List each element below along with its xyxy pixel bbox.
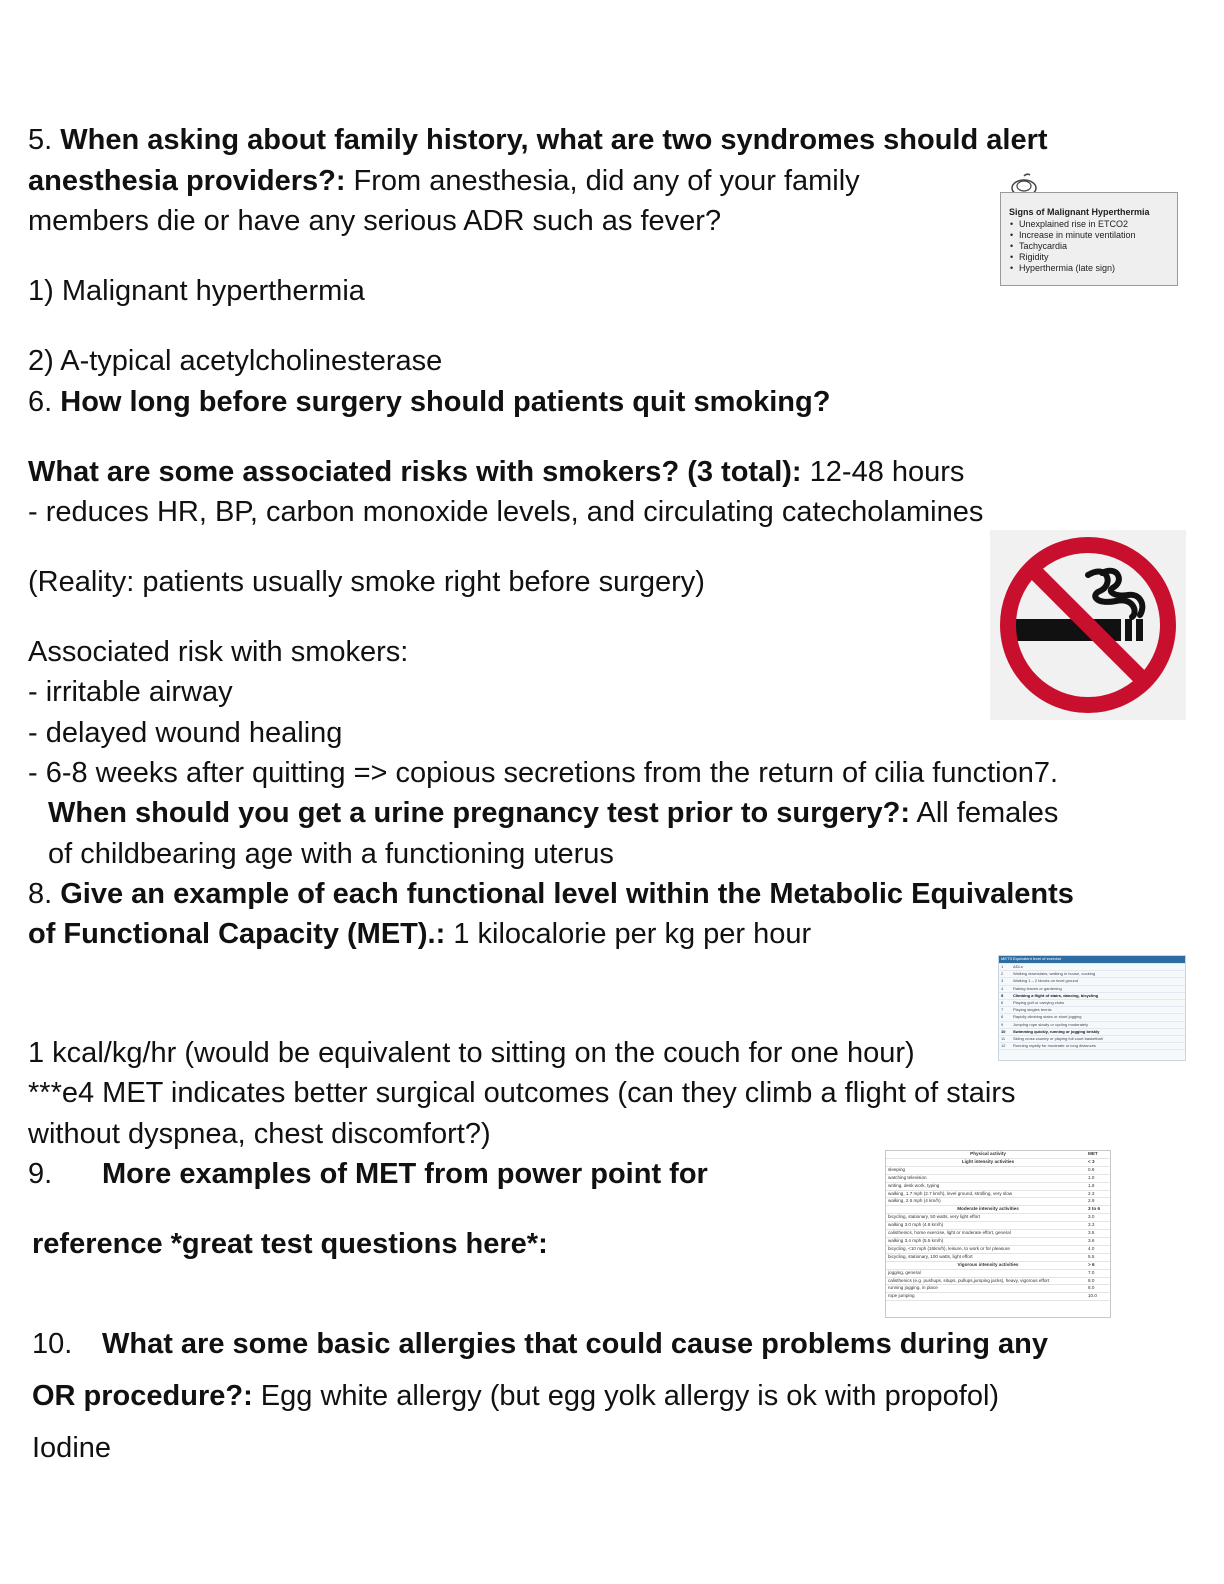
met-activity: Jumping rope slowly or cycling moderately (1013, 1021, 1089, 1027)
q7-line-1 (48, 793, 1058, 833)
q7-line-2: of childbearing age with a functioning uterus (48, 838, 614, 870)
pa-row (886, 1191, 1110, 1199)
q6-reality: (Reality: patients usually smoke right before surgery) (28, 566, 705, 598)
pa-activity: rope jumping (888, 1293, 915, 1299)
mh-sign-item: • Tachycardia (1019, 241, 1171, 252)
q5-line-3: members die or have any serious ADR such as fever? (28, 205, 722, 237)
q6-number: 6. (28, 386, 61, 418)
q6-risk-1: - irritable airway (28, 676, 233, 708)
pa-met-value: 3.3 (1088, 1222, 1095, 1228)
q8-line-2 (28, 914, 811, 954)
met-value: 7 (1001, 1007, 1004, 1013)
pa-activity: Light intensity activities (961, 1158, 1015, 1164)
q6-answer: 12-48 hours (801, 456, 965, 488)
q9-question-cont: reference *great test questions here*: (32, 1228, 548, 1260)
met-row (999, 1007, 1185, 1014)
pa-row (886, 1246, 1110, 1254)
pa-met-value: 7.0 (1088, 1269, 1095, 1275)
pa-activity: calisthenics, home exercise, light or moderate effort, general (888, 1230, 1011, 1236)
mh-signs-list (1009, 219, 1171, 274)
met-activity: Rapidly climbing stairs or short jogging (1013, 1014, 1082, 1020)
pa-row (886, 1238, 1110, 1246)
pa-activity: bicycling, stationary, 100 watts, light effort (888, 1253, 973, 1259)
pa-row (886, 1175, 1110, 1183)
mh-sign-item: • Rigidity (1019, 252, 1171, 263)
pa-row (886, 1222, 1110, 1230)
pa-activity: bicycling, <10 mph (16km/h), leisure, to work or for pleasure (888, 1245, 1010, 1251)
q8-number: 8. (28, 878, 61, 910)
q10-answer: Egg white allergy (but egg yolk allergy is ok with propofol) (252, 1380, 1000, 1412)
q6-sub-line (28, 452, 964, 492)
met-value: 6 (1001, 1000, 1004, 1006)
pa-met-value: 0.9 (1088, 1166, 1095, 1172)
mh-sign-item: • Unexplained rise in ETCO2 (1019, 219, 1171, 230)
met-value: 1 (1001, 964, 1004, 969)
q6-risk-2: - delayed wound healing (28, 717, 343, 749)
q8-line-1 (28, 874, 1074, 914)
q5-line-1 (28, 120, 1048, 160)
q5-answer: From anesthesia, did any of your family (345, 165, 860, 197)
pa-section-row (886, 1206, 1110, 1214)
met-value: 10 (1001, 1028, 1006, 1034)
pa-activity: walking 3.4 mph (5.5 km/h) (888, 1237, 944, 1243)
mh-signs-title: Signs of Malignant Hyperthermia (1009, 207, 1150, 217)
q5-question-cont: anesthesia providers?: (28, 165, 346, 197)
met-activity: Playing singles tennis (1013, 1007, 1052, 1013)
no-smoking-icon (990, 530, 1186, 720)
pa-met-value: < 3 (1088, 1158, 1095, 1164)
pa-activity: walking, 2.5 mph (4 km/h) (888, 1198, 941, 1204)
q6-line (28, 382, 830, 422)
met-value: 12 (1001, 1043, 1006, 1049)
met-activity: Skiing cross country or playing full court basketball (1013, 1036, 1103, 1042)
q8-kcal: 1 kcal/kg/hr (would be equivalent to sitting on the couch for one hour) (28, 1037, 915, 1069)
met-value: 4 (1001, 985, 1004, 991)
pa-met-value: 3.5 (1088, 1230, 1095, 1236)
met-activity: Running rapidly for moderate or long distances (1013, 1043, 1096, 1049)
pa-met-value: 1.0 (1088, 1174, 1095, 1180)
met-activity: Playing golf or carrying clubs (1013, 1000, 1065, 1006)
pa-row (886, 1214, 1110, 1222)
pa-activity: sleeping (888, 1166, 906, 1172)
pa-table-header (886, 1151, 1110, 1159)
q8-outcomes-1: ***e4 MET indicates better surgical outcomes (can they climb a flight of stairs (28, 1077, 1016, 1109)
q9-question: More examples of MET from power point for (102, 1158, 708, 1190)
pa-met-value: 5.5 (1088, 1253, 1095, 1259)
met-activity: Raking leaves or gardening (1013, 985, 1062, 991)
pa-table-body (886, 1159, 1110, 1301)
pa-activity: walking, 1.7 mph (2.7 km/h), level ground, strolling, very slow (888, 1190, 1013, 1196)
met-equivalent-table (998, 955, 1186, 1061)
pa-activity: bicycling, stationary, 50 watts, very light effort (888, 1214, 981, 1220)
q8-outcomes-2: without dyspnea, chest discomfort?) (28, 1118, 491, 1150)
q10-question-cont: OR procedure?: (32, 1380, 253, 1412)
pa-activity: writing, desk work, typing (888, 1182, 940, 1188)
pa-met-value: 2.3 (1088, 1190, 1095, 1196)
met-activity: Climbing a flight of stairs, dancing, bicycling (1013, 992, 1099, 998)
met-row (999, 1014, 1185, 1021)
q6-risk-3: - 6-8 weeks after quitting => copious secretions from the return of cilia function7. (28, 757, 1059, 789)
pa-met-value: 3.0 (1088, 1214, 1095, 1220)
pa-row (886, 1198, 1110, 1206)
pa-row (886, 1278, 1110, 1286)
pa-activity: Moderate intensity activities (957, 1206, 1019, 1212)
met-value: 11 (1001, 1036, 1006, 1042)
met-value: 3 (1001, 978, 1004, 984)
q5-line-2 (28, 161, 860, 201)
q6-question: How long before surgery should patients quit smoking? (60, 386, 831, 418)
pa-met-value: 3.6 (1088, 1237, 1095, 1243)
pa-activity: running jogging, in place (888, 1285, 938, 1291)
pa-row (886, 1270, 1110, 1278)
malignant-hyperthermia-signs (1000, 192, 1178, 286)
met-row (999, 993, 1185, 1000)
pa-row (886, 1167, 1110, 1175)
mh-sign-item: • Hyperthermia (late sign) (1019, 263, 1171, 274)
met-row (999, 1043, 1185, 1050)
pa-met-value: 2.9 (1088, 1198, 1095, 1204)
pa-row (886, 1183, 1110, 1191)
mh-sign-item: • Increase in minute ventilation (1019, 230, 1171, 241)
pa-row (886, 1254, 1110, 1262)
pa-header-activity: Physical activity (970, 1151, 1006, 1156)
met-value: 2 (1001, 971, 1004, 977)
pa-met-value: 1.8 (1088, 1182, 1095, 1188)
q10-iodine: Iodine (32, 1432, 112, 1464)
pa-header-met: MET (1088, 1151, 1098, 1156)
pa-met-value: 3 to 6 (1088, 1206, 1100, 1212)
q10-question: What are some basic allergies that could cause problems during any (102, 1328, 1048, 1360)
pa-row (886, 1285, 1110, 1293)
pa-section-row (886, 1262, 1110, 1270)
met-activity: Walking 1 – 2 blocks on level ground (1013, 978, 1078, 984)
met-table-header (999, 956, 1185, 964)
met-row (999, 1036, 1185, 1043)
q6-sub-question: What are some associated risks with smokers? (3 total): (28, 456, 802, 488)
pa-row (886, 1230, 1110, 1238)
met-activity: ADLs (1013, 964, 1023, 969)
pa-activity: walking 3.0 mph (4.8 km/h) (888, 1222, 944, 1228)
pa-activity: jogging, general (888, 1269, 921, 1275)
met-row (999, 1000, 1185, 1007)
pa-activity: watching television (888, 1174, 927, 1180)
q8-answer: 1 kilocalorie per kg per hour (445, 918, 812, 950)
met-row (999, 1022, 1185, 1029)
met-row (999, 978, 1185, 985)
q10-line-2 (32, 1376, 999, 1416)
met-row (999, 1029, 1185, 1036)
met-value: 8 (1001, 1014, 1004, 1020)
q10-number: 10. (32, 1328, 73, 1360)
pa-met-value: > 6 (1088, 1261, 1095, 1267)
met-row (999, 964, 1185, 971)
met-header-level: Equivalent level of exercise (1013, 956, 1062, 961)
q8-question-cont: of Functional Capacity (MET).: (28, 918, 446, 950)
pa-met-value: 4.0 (1088, 1245, 1095, 1251)
q5-number: 5. (28, 124, 61, 156)
pa-row (886, 1293, 1110, 1301)
q5-item-1: 1) Malignant hyperthermia (28, 275, 365, 307)
met-value: 5 (1001, 992, 1004, 998)
met-activity: Walking downstairs, walking in house, cooking (1013, 971, 1096, 977)
met-value: 9 (1001, 1021, 1004, 1027)
met-header-mets: METS (1001, 956, 1013, 961)
pa-met-value: 8.0 (1088, 1285, 1095, 1291)
q7-answer: All females (910, 797, 1059, 829)
physical-activity-met-table (885, 1150, 1111, 1318)
q6-risk-header: Associated risk with smokers: (28, 636, 409, 668)
q6-reduces: - reduces HR, BP, carbon monoxide levels, and circulating catecholamines (28, 496, 984, 528)
met-row (999, 986, 1185, 993)
met-activity: Swimming quickly, running or jogging briskly (1013, 1028, 1100, 1034)
q8-question: Give an example of each functional level within the Metabolic Equivalents (60, 878, 1074, 910)
pa-activity: Vigorous intensity activities (957, 1261, 1019, 1267)
pa-section-row (886, 1159, 1110, 1167)
q5-item-2: 2) A-typical acetylcholinesterase (28, 345, 443, 377)
pa-met-value: 10.0 (1088, 1293, 1097, 1299)
q5-question: When asking about family history, what are two syndromes should alert (60, 124, 1048, 156)
q9-number: 9. (28, 1158, 53, 1190)
q7-question: When should you get a urine pregnancy test prior to surgery?: (48, 797, 911, 829)
pa-met-value: 8.0 (1088, 1277, 1095, 1283)
pa-activity: calisthenics (e.g. pushups, situps, pullups,jumping jacks), heavy, vigorous effort (888, 1277, 1050, 1283)
met-row (999, 971, 1185, 978)
